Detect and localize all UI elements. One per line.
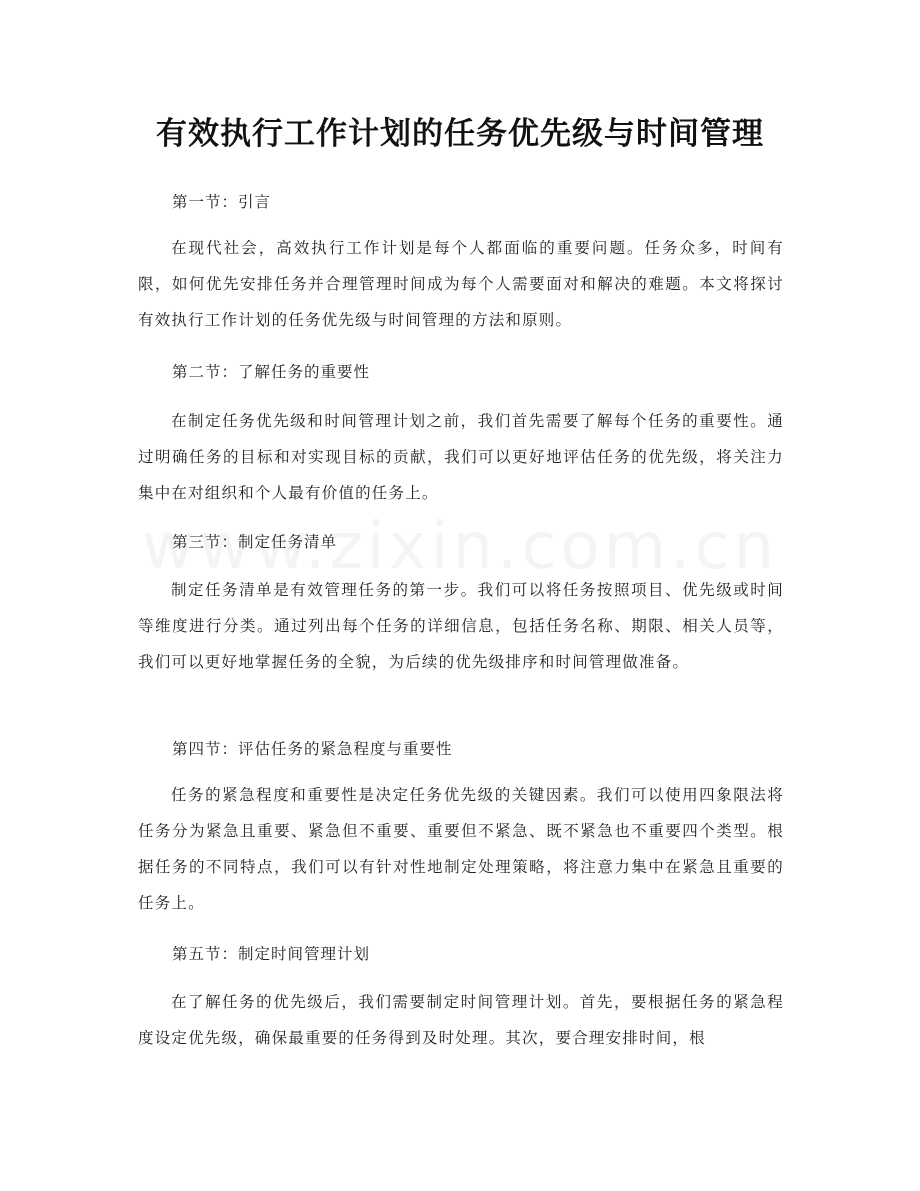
section-heading-4: 第四节：评估任务的紧急程度与重要性 xyxy=(172,740,453,758)
section-paragraph-5: 在了解任务的优先级后，我们需要制定时间管理计划。首先，要根据任务的紧急程度设定优先级，确保最重要的任务得到及时处理。其次，要合理安排时间，根 xyxy=(138,993,784,1047)
section-heading-2: 第二节：了解任务的重要性 xyxy=(172,363,371,381)
section-heading-5: 第五节：制定时间管理计划 xyxy=(172,945,371,963)
section-heading-1: 第一节：引言 xyxy=(172,193,272,211)
section-heading-3: 第三节：制定任务清单 xyxy=(172,533,338,551)
section-paragraph-2: 在制定任务优先级和时间管理计划之前，我们首先需要了解每个任务的重要性。通过明确任务的目标和对实现目标的贡献，我们可以更好地评估任务的优先级，将关注力集中在对组织和个人最有价值的任务上。 xyxy=(138,412,784,502)
section-paragraph-3: 制定任务清单是有效管理任务的第一步。我们可以将任务按照项目、优先级或时间等维度进行分类。通过列出每个任务的详细信息，包括任务名称、期限、相关人员等，我们可以更好地掌握任务的全貌，为后续的优先级排序和时间管理做准备。 xyxy=(138,581,784,671)
document-title: 有效执行工作计划的任务优先级与时间管理 xyxy=(156,116,764,152)
section-paragraph-1: 在现代社会，高效执行工作计划是每个人都面临的重要问题。任务众多，时间有限，如何优先安排任务并合理管理时间成为每个人需要面对和解决的难题。本文将探讨有效执行工作计划的任务优先级与时间管理的方法和原则。 xyxy=(138,239,784,329)
section-paragraph-4: 任务的紧急程度和重要性是决定任务优先级的关键因素。我们可以使用四象限法将任务分为紧急且重要、紧急但不重要、重要但不紧急、既不紧急也不重要四个类型。根据任务的不同特点，我们可以有针对性地制定处理策略，将注意力集中在紧急且重要的任务上。 xyxy=(138,786,784,912)
